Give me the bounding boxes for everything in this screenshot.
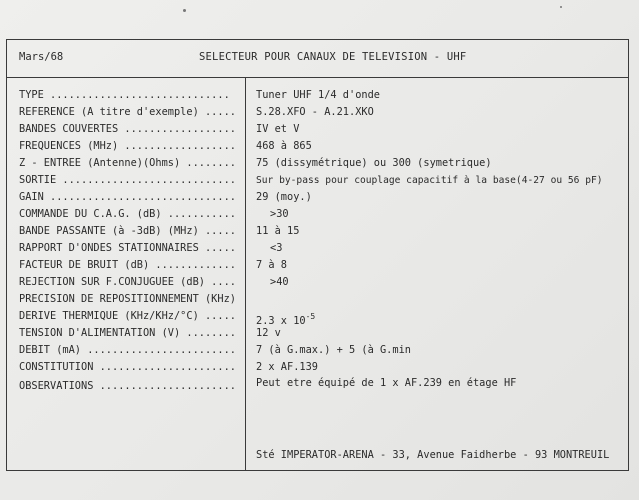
spec-value-thermal xyxy=(256,308,628,325)
spec-value xyxy=(256,291,628,308)
spec-card xyxy=(6,39,629,471)
spec-label: BANDE PASSANTE (à -3dB) (MHz) ..... xyxy=(19,225,236,237)
spec-value: 2 x AF.139 xyxy=(256,361,318,373)
spec-values-column xyxy=(256,87,628,376)
spec-value: 29 (moy.) xyxy=(256,191,312,203)
paper-speck xyxy=(183,9,186,12)
spec-value: >40 xyxy=(270,276,289,288)
spec-label: COMMANDE DU C.A.G. (dB) ........... xyxy=(19,208,236,220)
spec-value: <3 xyxy=(270,242,283,254)
spec-label: TYPE ............................. xyxy=(19,89,230,101)
thermal-drift-base: 2.3 x 10 xyxy=(256,315,306,325)
spec-label: GAIN .............................. xyxy=(19,191,236,203)
header-divider xyxy=(7,77,628,78)
document-date: Mars/68 xyxy=(19,51,64,63)
spec-label: PRECISION DE REPOSITIONNEMENT (KHz) xyxy=(19,293,236,305)
spec-value: Tuner UHF 1/4 d'onde xyxy=(256,89,380,101)
spec-value: 7 (à G.max.) + 5 (à G.min xyxy=(256,344,411,356)
spec-value: 12 v xyxy=(256,327,281,339)
spec-label: REFERENCE (A titre d'exemple) ..... xyxy=(19,106,236,118)
thermal-drift-exponent: -5 xyxy=(305,312,316,321)
spec-label: SORTIE ............................ xyxy=(19,174,236,186)
spec-label: CONSTITUTION ...................... xyxy=(19,361,236,373)
spec-label: DERIVE THERMIQUE (KHz/KHz/°C) ..... xyxy=(19,310,236,322)
spec-value: 75 (dissymétrique) ou 300 (symetrique) xyxy=(256,157,492,169)
observations-value: Peut etre équipé de 1 x AF.239 en étage HF xyxy=(256,377,517,389)
spec-label: FACTEUR DE BRUIT (dB) ............. xyxy=(19,259,236,271)
column-divider xyxy=(245,77,246,470)
spec-label: DEBIT (mA) ........................ xyxy=(19,344,236,356)
spec-label: Z - ENTREE (Antenne)(Ohms) ........ xyxy=(19,157,236,169)
observations-label: OBSERVATIONS ...................... xyxy=(19,380,236,392)
spec-value: Sur by-pass pour couplage capacitif à la base(4-27 ou 56 pF) xyxy=(256,175,603,186)
spec-value: IV et V xyxy=(256,123,300,135)
spec-value: 468 à 865 xyxy=(256,140,312,152)
spec-labels-column xyxy=(19,87,241,376)
manufacturer-address: Sté IMPERATOR-ARENA - 33, Avenue Faidherbe - 93 MONTREUIL xyxy=(256,449,610,461)
spec-label: REJECTION SUR F.CONJUGUEE (dB) .... xyxy=(19,276,236,288)
spec-value: 7 à 8 xyxy=(256,259,287,271)
spec-label: TENSION D'ALIMENTATION (V) ........ xyxy=(19,327,236,339)
document-title: SELECTEUR POUR CANAUX DE TELEVISION - UHF xyxy=(199,51,467,63)
paper-speck xyxy=(560,6,562,8)
spec-label: RAPPORT D'ONDES STATIONNAIRES ..... xyxy=(19,242,236,254)
spec-label: BANDES COUVERTES .................. xyxy=(19,123,236,135)
spec-label: FREQUENCES (MHz) .................. xyxy=(19,140,236,152)
spec-value: 11 à 15 xyxy=(256,225,300,237)
spec-value: S.28.XFO - A.21.XKO xyxy=(256,106,374,118)
spec-value: >30 xyxy=(270,208,289,220)
